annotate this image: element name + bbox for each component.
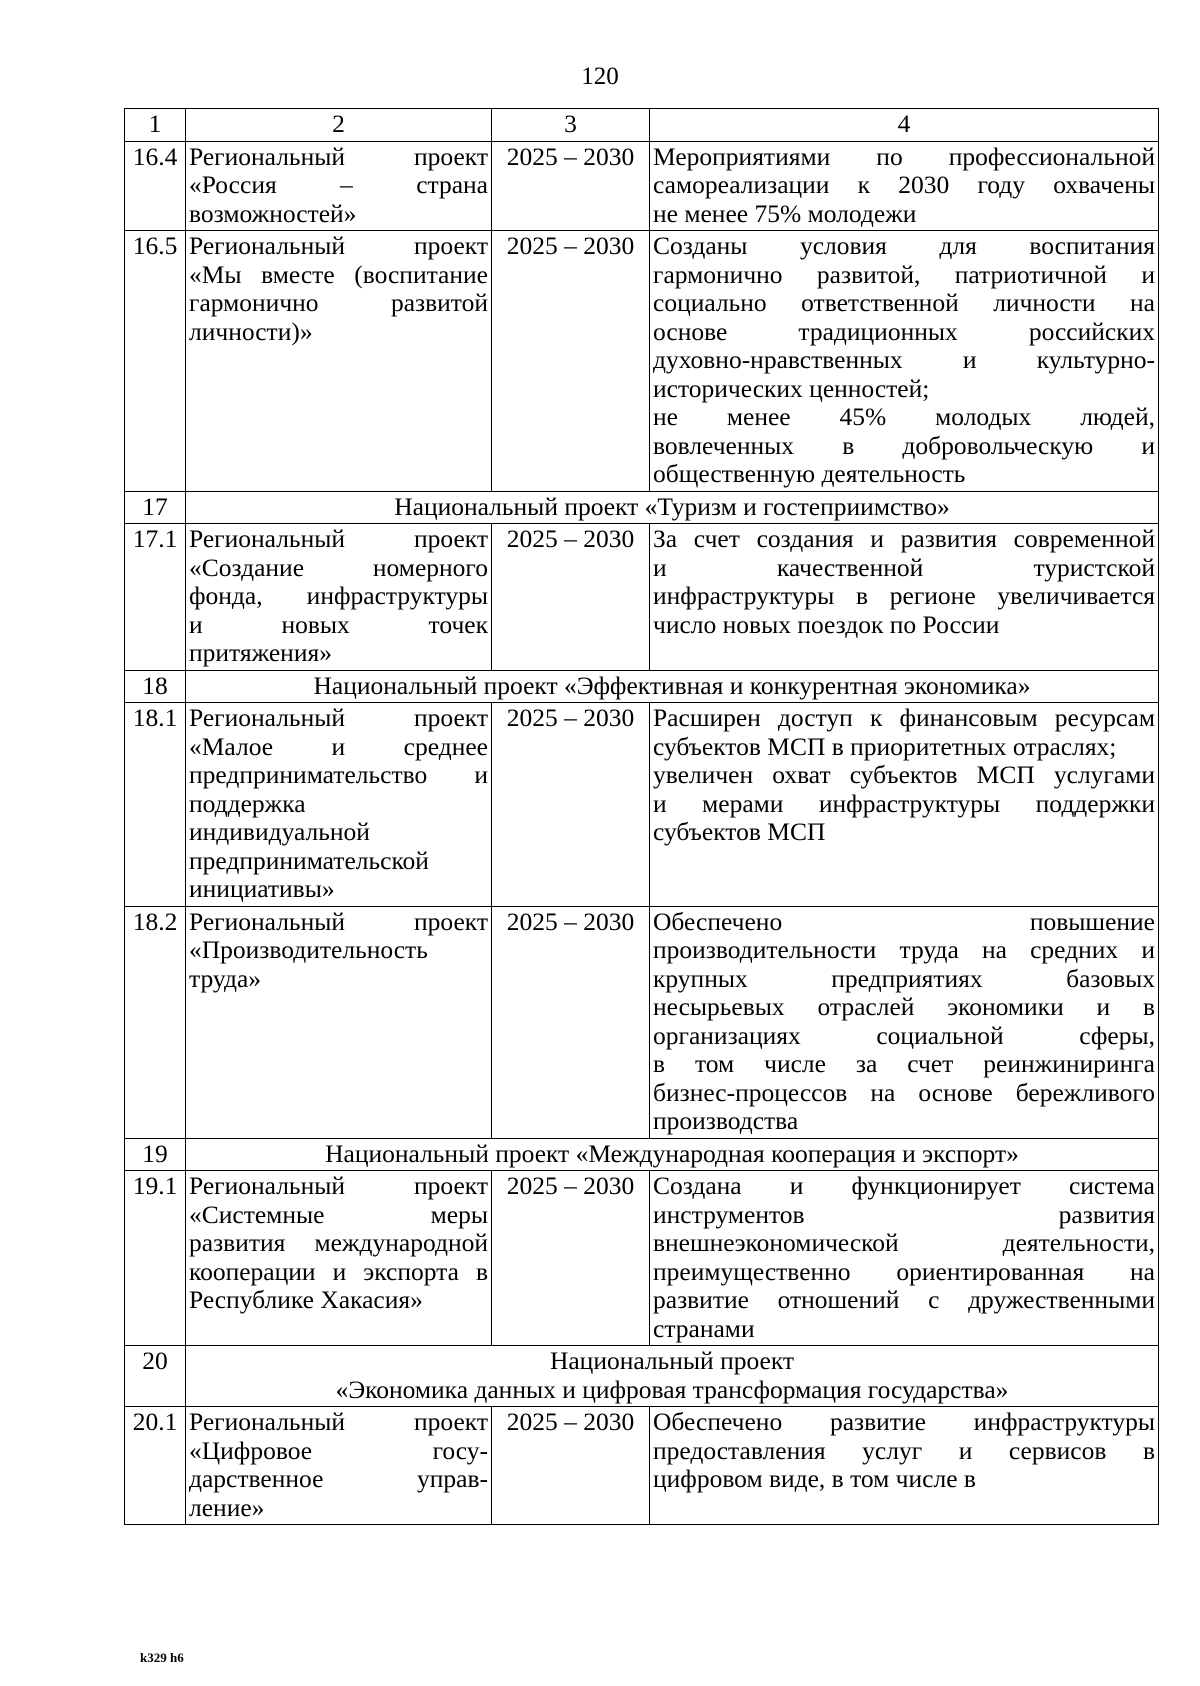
result-line: не менее 75% молодежи [653, 198, 917, 228]
title-line: Национальный проект «Эффективная и конкурентная экономика» [313, 670, 1031, 700]
result-line: общественную деятельность [653, 459, 966, 488]
title-line: Национальный проект «Туризм и гостеприимство» [394, 491, 950, 521]
name-line: Республике Хакасия» [189, 1285, 423, 1314]
result-line: увеличен охват субъектов МСП услугами [653, 760, 1155, 789]
result-line: и качественной туристской [653, 552, 1155, 582]
name-line: предпринимательской [189, 845, 429, 875]
project-row [125, 906, 1159, 1138]
result-line: и мерами инфраструктуры поддержки [653, 788, 1155, 818]
project-row [125, 141, 1159, 231]
section-title [186, 491, 1159, 524]
section-row [125, 491, 1159, 524]
result-line: крупных предприятиях базовых [653, 963, 1155, 993]
project-result [650, 231, 1159, 492]
header-col-1: 1 [125, 109, 186, 142]
name-line: «Малое и среднее [189, 731, 488, 761]
result-line: субъектов МСП [653, 817, 826, 846]
project-period: 2025 – 2030 [492, 1407, 650, 1525]
project-period: 2025 – 2030 [492, 524, 650, 671]
name-line: фонда, инфраструктуры [189, 581, 488, 610]
result-line: в том числе за счет реинжиниринга [653, 1049, 1155, 1078]
project-result [650, 703, 1159, 907]
project-row [125, 1407, 1159, 1525]
result-line: Созданы условия для воспитания [653, 231, 1155, 260]
title-line: Национальный проект «Международная кооперация и экспорт» [325, 1138, 1019, 1168]
result-line: странами [653, 1313, 755, 1343]
title-line: Национальный проект [549, 1346, 795, 1375]
section-row [125, 1138, 1159, 1171]
row-number: 18.1 [125, 703, 186, 907]
name-line: труда» [189, 963, 262, 993]
result-line: За счет создания и развития современной [653, 524, 1155, 553]
name-line: кооперации и экспорта в [189, 1256, 488, 1286]
result-line: Обеспечено развитие инфраструктуры [653, 1407, 1155, 1436]
name-line: индивидуальной [189, 817, 370, 846]
project-result [650, 1171, 1159, 1346]
result-line: инфраструктуры в регионе увеличивается [653, 581, 1155, 610]
result-line: вовлеченных в добровольческую и [653, 430, 1155, 460]
name-line: «Мы вместе (воспитание [189, 259, 488, 289]
result-line: несырьевых отраслей экономики и в [653, 992, 1155, 1021]
result-line: инструментов развития [653, 1199, 1155, 1229]
header-col-2: 2 [186, 109, 492, 142]
project-period: 2025 – 2030 [492, 906, 650, 1138]
name-line: притяжения» [189, 638, 332, 667]
name-line: дарственное управ- [189, 1464, 488, 1493]
name-line: поддержка [189, 788, 306, 818]
result-line: Создана и функционирует система [653, 1171, 1155, 1200]
project-name [186, 1407, 492, 1525]
name-line: «Цифровое госу- [189, 1435, 488, 1465]
project-result [650, 524, 1159, 671]
result-line: производства [653, 1106, 799, 1135]
result-line: Обеспечено повышение [653, 906, 1155, 936]
row-number: 17 [125, 491, 186, 524]
row-number: 16.4 [125, 141, 186, 231]
name-line: развития международной [189, 1228, 488, 1257]
header-row [125, 109, 1159, 142]
name-line: предпринимательство и [189, 760, 488, 789]
section-row [125, 670, 1159, 703]
page-number: 120 [581, 63, 619, 90]
name-line: «Системные меры [189, 1199, 488, 1229]
result-line: внешнеэкономической деятельности, [653, 1228, 1155, 1257]
name-line: Региональный проект [189, 141, 488, 171]
name-line: инициативы» [189, 874, 335, 903]
result-line: производительности труда на средних и [653, 935, 1155, 964]
name-line: личности)» [189, 316, 313, 346]
project-name [186, 906, 492, 1138]
result-line: гармонично развитой, патриотичной и [653, 259, 1155, 289]
result-line: исторических ценностей; [653, 373, 930, 403]
name-line: «Производительность [189, 935, 428, 964]
header-col-3: 3 [492, 109, 650, 142]
row-number: 18 [125, 670, 186, 703]
section-title [186, 670, 1159, 703]
project-name [186, 141, 492, 231]
result-line: бизнес-процессов на основе бережливого [653, 1077, 1155, 1107]
section-title [186, 1346, 1159, 1407]
result-line: организациях социальной сферы, [653, 1020, 1155, 1050]
name-line: и новых точек [189, 609, 488, 639]
project-name [186, 703, 492, 907]
projects-table [124, 108, 1159, 1525]
row-number: 20 [125, 1346, 186, 1407]
document-code: k329 h6 [140, 1650, 184, 1665]
title-line: «Экономика данных и цифровая трансформация государства» [335, 1374, 1009, 1404]
name-line: ление» [189, 1492, 265, 1522]
name-line: гармонично развитой [189, 288, 488, 317]
project-result [650, 906, 1159, 1138]
row-number: 18.2 [125, 906, 186, 1138]
project-period: 2025 – 2030 [492, 231, 650, 492]
name-line: Региональный проект [189, 1171, 488, 1200]
row-number: 17.1 [125, 524, 186, 671]
project-result [650, 1407, 1159, 1525]
project-row [125, 1171, 1159, 1346]
header-col-4: 4 [650, 109, 1159, 142]
row-number: 19.1 [125, 1171, 186, 1346]
name-line: возможностей» [189, 198, 357, 228]
name-line: Региональный проект [189, 231, 488, 260]
project-period: 2025 – 2030 [492, 1171, 650, 1346]
result-line: основе традиционных российских [653, 316, 1155, 346]
project-period: 2025 – 2030 [492, 703, 650, 907]
row-number: 19 [125, 1138, 186, 1171]
result-line: самореализации к 2030 году охвачены [653, 170, 1155, 199]
project-result [650, 141, 1159, 231]
result-line: Расширен доступ к финансовым ресурсам [653, 703, 1155, 732]
table-body [125, 109, 1159, 1525]
result-line: развитие отношений с дружественными [653, 1285, 1155, 1314]
section-title [186, 1138, 1159, 1171]
project-period: 2025 – 2030 [492, 141, 650, 231]
name-line: Региональный проект [189, 524, 488, 553]
name-line: «Россия – страна [189, 170, 488, 199]
name-line: Региональный проект [189, 703, 488, 732]
project-name [186, 524, 492, 671]
result-line: не менее 45% молодых людей, [653, 402, 1155, 431]
row-number: 16.5 [125, 231, 186, 492]
result-line: Мероприятиями по профессиональной [653, 141, 1155, 171]
project-row [125, 524, 1159, 671]
section-row [125, 1346, 1159, 1407]
name-line: Региональный проект [189, 1407, 488, 1436]
project-row [125, 231, 1159, 492]
result-line: цифровом виде, в том числе в [653, 1464, 976, 1493]
result-line: субъектов МСП в приоритетных отраслях; [653, 731, 1117, 761]
result-line: число новых поездок по России [653, 609, 1000, 639]
project-row [125, 703, 1159, 907]
name-line: Региональный проект [189, 906, 488, 936]
result-line: социально ответственной личности на [653, 288, 1155, 317]
result-line: духовно-нравственных и культурно- [653, 345, 1155, 374]
result-line: преимущественно ориентированная на [653, 1256, 1155, 1286]
name-line: «Создание номерного [189, 552, 488, 582]
project-name [186, 1171, 492, 1346]
project-name [186, 231, 492, 492]
result-line: предоставления услуг и сервисов в [653, 1435, 1155, 1465]
row-number: 20.1 [125, 1407, 186, 1525]
